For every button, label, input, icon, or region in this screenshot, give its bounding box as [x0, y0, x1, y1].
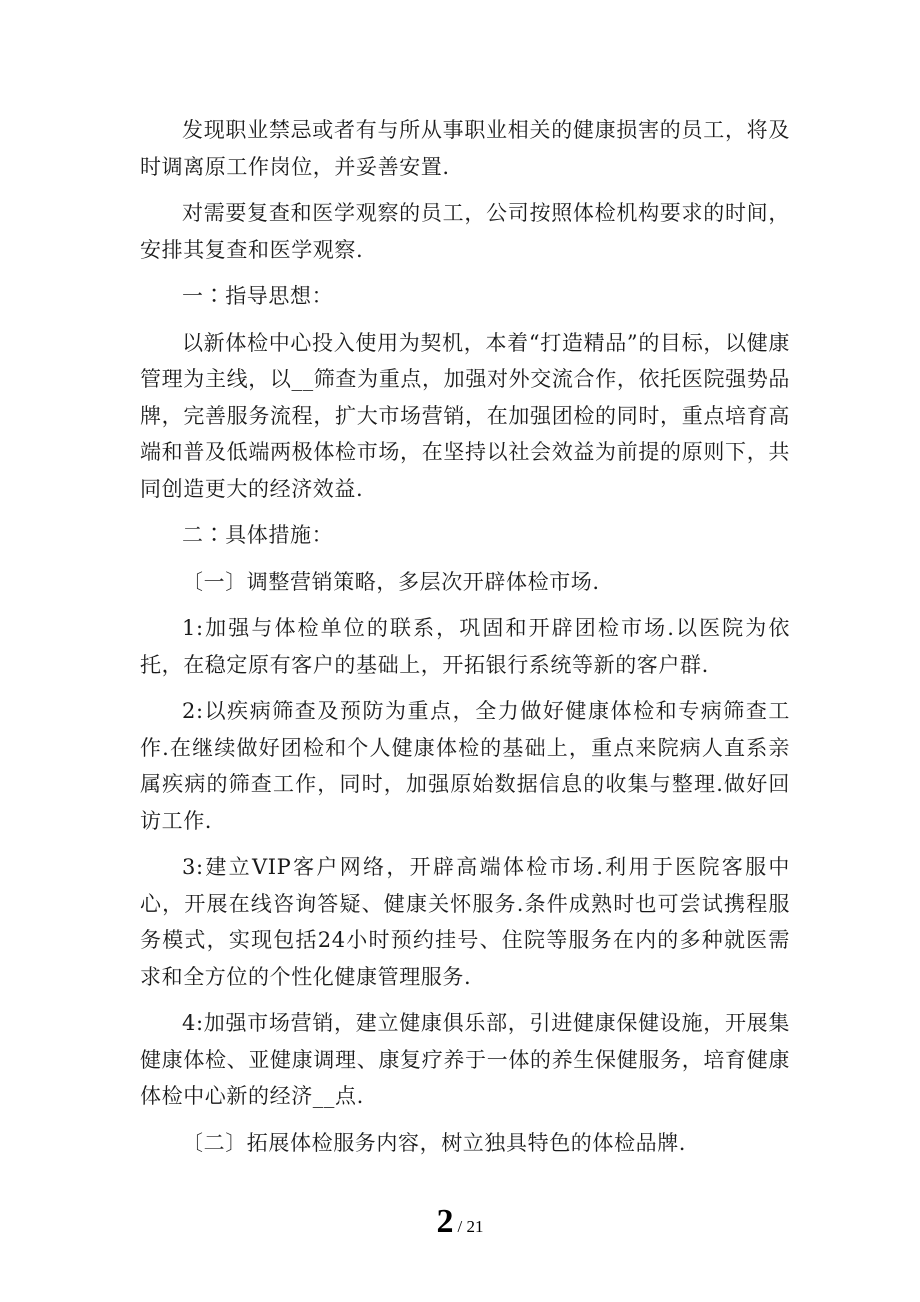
paragraph-measure-4: 4:加强市场营销，建立健康俱乐部，引进健康保健设施，开展集健康体检、亚健康调理、康复疗养于一体的养生保健服务，培育健康体检中心新的经济__点. — [140, 1011, 790, 1108]
heading-specific-measures: 二∶具体措施： — [182, 523, 334, 547]
page-number — [0, 1203, 920, 1241]
total-pages: / 21 — [457, 1217, 484, 1236]
current-page-number: 2 — [436, 1203, 454, 1240]
paragraph-measure-3: 3:建立VIP客户网络，开辟高端体检市场.利用于医院客服中心，开展在线咨询答疑、健康关怀服务.条件成熟时也可尝试携程服务模式，实现包括24小时预约挂号、住院等服务在内的多种就医需求和全方位的个性化健康管理服务. — [140, 855, 790, 989]
paragraph-occupational-contraindication: 发现职业禁忌或者有与所从事职业相关的健康损害的员工，将及时调离原工作岗位，并妥善安置. — [140, 118, 790, 179]
paragraph-measure-2: 2:以疾病筛查及预防为重点，全力做好健康体检和专病筛查工作.在继续做好团检和个人健康体检的基础上，重点来院病人直系亲属疾病的筛查工作，同时，加强原始数据信息的收集与整理.做好回访工作. — [140, 699, 790, 833]
subheading-service-expansion: 〔二〕拓展体检服务内容，树立独具特色的体检品牌. — [182, 1130, 687, 1155]
subheading-marketing-strategy: 〔一〕调整营销策略，多层次开辟体检市场. — [182, 569, 600, 594]
paragraph-guiding-idea: 以新体检中心投入使用为契机，本着“打造精品”的目标，以健康管理为主线，以__筛查为重点，加强对外交流合作，依托医院强势品牌，完善服务流程，扩大市场营销，在加强团检的同时，重点培育高端和普及低端两极体检市场，在坚持以社会效益为前提的原则下，共同创造更大的经济效益. — [140, 330, 790, 501]
document-body — [140, 112, 790, 1171]
paragraph-measure-1: 1:加强与体检单位的联系，巩固和开辟团检市场.以医院为依托，在稳定原有客户的基础上，开拓银行系统等新的客户群. — [140, 616, 790, 677]
paragraph-recheck-observation: 对需要复查和医学观察的员工，公司按照体检机构要求的时间，安排其复查和医学观察. — [140, 201, 790, 262]
heading-guiding-idea: 一∶指导思想： — [182, 284, 334, 308]
